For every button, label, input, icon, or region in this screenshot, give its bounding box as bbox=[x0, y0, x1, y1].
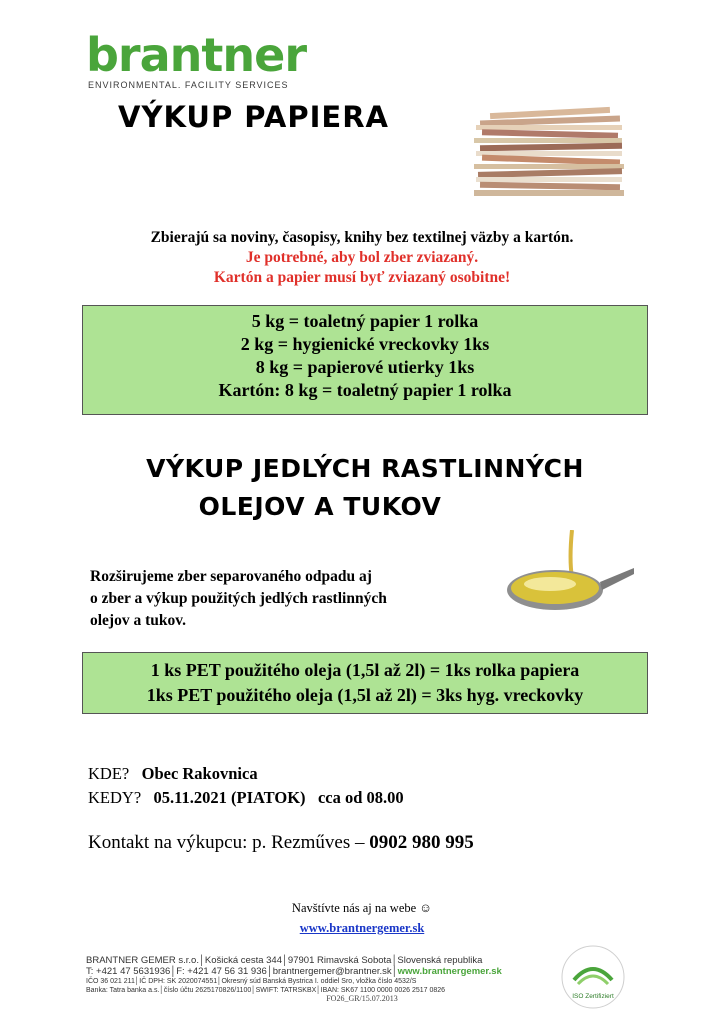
where-value: Obec Rakovnica bbox=[141, 764, 258, 783]
when-time: cca od 08.00 bbox=[317, 788, 404, 807]
footer-bank: Banka: Tatra banka a.s.│číslo účtu 2625170826/1100│SWIFT: TATRSKBX│IBAN: SK67 1100 0000 0026 2517 0826 bbox=[86, 987, 446, 994]
website-link[interactable]: www.brantnergemer.sk bbox=[299, 921, 425, 935]
oil-rates-box bbox=[82, 652, 648, 714]
paper-title: VÝKUP PAPIERA bbox=[118, 100, 389, 134]
event-details bbox=[88, 762, 404, 810]
iso-certification-badge bbox=[560, 944, 626, 1010]
oil-intro-line: o zber a výkup použitých jedlých rastlinných bbox=[90, 590, 387, 607]
when-label: KEDY? bbox=[88, 788, 142, 807]
footer-contacts: T: +421 47 5631936│F: +421 47 56 31 936│brantnergemer@brantner.sk│ bbox=[86, 966, 398, 977]
form-code: FO26_GR/15.07.2013 bbox=[326, 994, 398, 1003]
brand-logo: brantner bbox=[86, 28, 307, 82]
oil-intro bbox=[90, 566, 387, 632]
rate-line: 1ks PET použitého oleja (1,5l až 2l) = 3ks hyg. vreckovky bbox=[146, 685, 584, 705]
brand-tagline: ENVIRONMENTAL. FACILITY SERVICES bbox=[88, 80, 289, 90]
intro-note-red: Je potrebné, aby bol zber zviazaný. bbox=[245, 249, 479, 266]
paper-rates-box bbox=[82, 305, 648, 415]
oil-intro-line: Rozširujeme zber separovaného odpadu aj bbox=[90, 568, 372, 585]
company-footer bbox=[86, 955, 502, 995]
oil-intro-line: olejov a tukov. bbox=[90, 612, 187, 629]
contact-line bbox=[88, 832, 474, 854]
where-label: KDE? bbox=[88, 764, 130, 783]
rate-line: Kartón: 8 kg = toaletný papier 1 rolka bbox=[218, 380, 512, 400]
intro-line: Zbierajú sa noviny, časopisy, knihy bez textilnej väzby a kartón. bbox=[150, 229, 574, 246]
footer-web-link[interactable]: www.brantnergemer.sk bbox=[397, 966, 502, 977]
oil-title-line: VÝKUP JEDLÝCH RASTLINNÝCH bbox=[146, 454, 584, 483]
intro-note-red: Kartón a papier musí byť zviazaný osobitne! bbox=[213, 269, 511, 286]
contact-label: Kontakt na výkupcu: p. Rezműves – bbox=[88, 832, 365, 853]
oil-spoon-image bbox=[500, 530, 635, 630]
paper-intro bbox=[0, 228, 724, 288]
iso-badge-text: ISO Zertifiziert bbox=[572, 993, 614, 1000]
rate-line: 2 kg = hygienické vreckovky 1ks bbox=[240, 334, 490, 354]
oil-title bbox=[0, 450, 724, 526]
rate-line: 1 ks PET použitého oleja (1,5l až 2l) = 1ks rolka papiera bbox=[150, 660, 580, 680]
oil-title-line: OLEJOV A TUKOV bbox=[198, 492, 442, 521]
rate-line: 8 kg = papierové utierky 1ks bbox=[255, 357, 475, 377]
contact-phone: 0902 980 995 bbox=[369, 832, 474, 853]
paper-stack-image bbox=[470, 100, 630, 200]
footer-registration: IČO 36 021 211│IČ DPH: SK 2020074551│Okresný súd Banská Bystrica I. oddiel Sro, vložka číslo 4532/S bbox=[86, 978, 417, 985]
footer-address: BRANTNER GEMER s.r.o.│Košická cesta 344│97901 Rimavská Sobota│Slovenská republika bbox=[86, 955, 483, 966]
visit-section bbox=[0, 898, 724, 938]
rate-line: 5 kg = toaletný papier 1 rolka bbox=[251, 311, 479, 331]
visit-text: Navštívte nás aj na webe ☺ bbox=[291, 901, 433, 915]
when-date: 05.11.2021 (PIATOK) bbox=[153, 788, 306, 807]
